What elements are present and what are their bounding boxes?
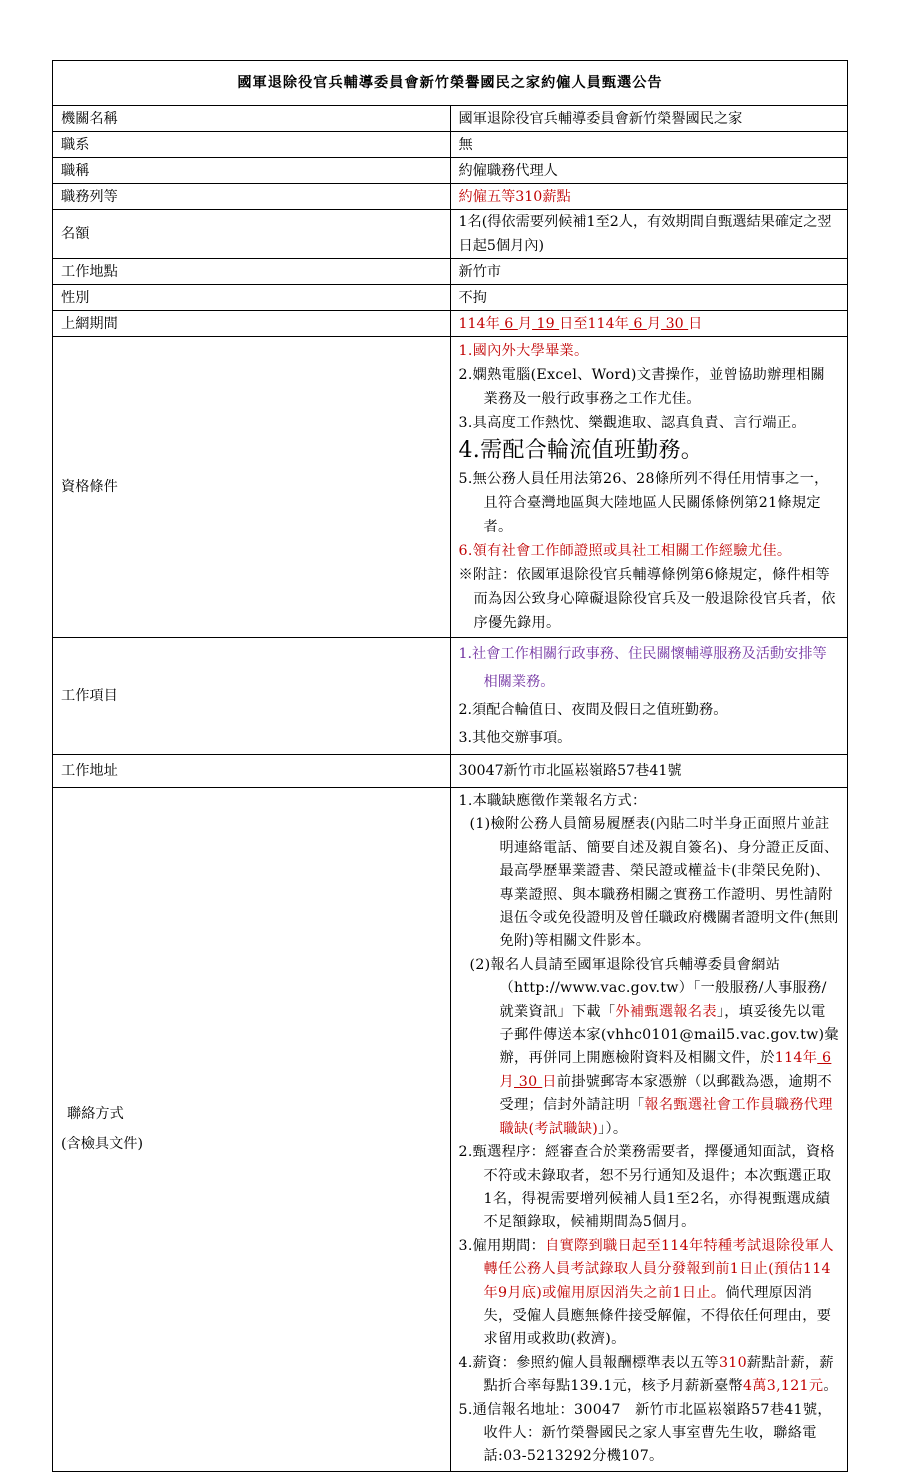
envelope-marking: 報名甄選社會工作員職務代理職缺(考試職缺) (499, 1097, 833, 1137)
monthly-salary: 4萬3,121元 (742, 1378, 824, 1395)
qualification-item: 1.國內外大學畢業。 (458, 343, 589, 359)
contact-text: 。 (823, 1378, 838, 1395)
posting-text: 年 (614, 315, 629, 332)
row-location (53, 259, 848, 285)
announcement-sheet (52, 60, 848, 1472)
contact-text: (2)報名人員請至國軍退除役官兵輔導委員會網站（http://www.vac.gov.tw）「一般服務/人事服務/就業資訊」下載「 (469, 956, 827, 1020)
qualification-item: 6.領有社會工作師證照或具社工相關工作經驗尤佳。 (458, 543, 792, 559)
contact-content (459, 788, 840, 1471)
row-address (53, 755, 848, 788)
value-posting-period (450, 311, 848, 337)
row-posting-period (53, 311, 848, 337)
value-series: 無 (450, 132, 848, 158)
qualifications-list (459, 337, 840, 637)
label-address: 工作地址 (53, 755, 451, 788)
posting-text: 日至 (559, 315, 588, 332)
label-contact (53, 788, 451, 1472)
value-position: 約僱職務代理人 (450, 158, 848, 184)
posting-end-month: 6 (628, 315, 647, 332)
row-contact (53, 788, 848, 1472)
label-series: 職系 (53, 132, 451, 158)
row-position (53, 158, 848, 184)
qualifications-cell (450, 337, 848, 638)
label-position: 職稱 (53, 158, 451, 184)
label-quota: 名額 (53, 210, 451, 259)
salary (459, 1352, 840, 1399)
contact-text: 4.薪資：參照約僱人員報酬標準表以五等 (458, 1354, 719, 1371)
duty-item: 2.須配合輪值日、夜間及假日之值班勤務。 (458, 702, 728, 718)
application-form-name: 外補甄選報名表 (615, 1003, 717, 1020)
document-title: 國軍退除役官兵輔導委員會新竹榮譽國民之家約僱人員甄選公告 (53, 61, 848, 106)
deadline-year: 114年 (774, 1050, 818, 1067)
label-qualifications: 資格條件 (53, 337, 451, 638)
row-agency (53, 106, 848, 132)
employment-period-detail: 自實際到職日起至114年特種考試退除役軍人轉任公務人員考試錄取人員分發報到前1日止(預估114年9月底)或僱用原因消失之前1日止。 (483, 1237, 834, 1301)
duties-cell (450, 638, 848, 755)
value-agency: 國軍退除役官兵輔導委員會新竹榮譽國民之家 (450, 106, 848, 132)
posting-text: 月 (517, 315, 533, 332)
contact-text: 倘代理原因消失，受僱人員應無條件接受解僱，不得依任何理由，要求留用或救助(救濟)。 (483, 1284, 832, 1348)
label-duties: 工作項目 (53, 638, 451, 755)
announcement-table (52, 60, 848, 1472)
contact-text: 3.僱用期間： (458, 1237, 546, 1254)
deadline-month: 6 (817, 1050, 832, 1067)
qualification-item: 2.嫻熟電腦(Excel、Word)文書操作，並曾協助辦理相關業務及一般行政事務之工作尤佳。 (458, 367, 826, 407)
employment-period (459, 1235, 840, 1352)
contact-method-documents: (1)檢附公務人員簡易履歷表(內貼二吋半身正面照片並註明連絡電話、簡要自述及親自簽名)、身分證正反面、最高學歷畢業證書、榮民證或權益卡(非榮民免附)、專業證照、與本職務相關之實務工作證明、男性請附退伍令或免役證明及曾任職政府機關者證明文件(無則免附)等相關文件影本。 (469, 816, 839, 950)
posting-start-day: 19 (532, 315, 560, 332)
salary-points: 310 (718, 1354, 747, 1371)
qualification-item: 3.具高度工作熱忱、樂觀進取、認真負責、言行端正。 (458, 415, 806, 431)
posting-text: 日 (688, 315, 703, 332)
contact-text: 前掛號郵寄本家憑辦（以郵戳為憑，逾期不受理；信封外請註明「 (499, 1073, 833, 1114)
mailing-address: 5.通信報名地址：30047 新竹市北區崧嶺路57巷41號，收件人：新竹榮譽國民之家人事室曹先生收，聯絡電話:03-5213292分機107。 (458, 1401, 832, 1465)
value-location: 新竹市 (450, 259, 848, 285)
deadline-day: 30 (514, 1073, 543, 1090)
duty-item: 3.其他交辦事項。 (458, 730, 572, 746)
posting-text: 月 (646, 315, 662, 332)
selection-procedure: 2.甄選程序：經審查合於業務需要者，擇優通知面試，資格不符或未錄取者，恕不另行通知及退件；本次甄選正取1名，得視需要增列候補人員1至2名，亦得視甄選成績不足額錄取，候補期間為5個月。 (458, 1144, 835, 1231)
label-location: 工作地點 (53, 259, 451, 285)
row-duties (53, 638, 848, 755)
row-rank (53, 184, 848, 210)
value-rank: 約僱五等310薪點 (450, 184, 848, 210)
title-row (53, 61, 848, 106)
contact-text: 」，填妥後先以電子郵件傳送本家(vhhc0101@mail5.vac.gov.tw)彙辦，再併同上開應檢附資料及相關文件，於 (499, 1003, 839, 1067)
posting-start-year: 114 (458, 315, 486, 332)
qualification-note: ※附註：依國軍退除役官兵輔導條例第6條規定，條件相等而為因公致身心障礙退除役官兵及一般退除役官兵者，依序優先錄用。 (458, 567, 836, 631)
value-gender: 不拘 (450, 285, 848, 311)
contact-method-heading: 1.本職缺應徵作業報名方式： (458, 793, 647, 809)
contact-text: 薪點計薪，薪點折合率每點139.1元，核予月薪新臺幣 (483, 1354, 834, 1395)
label-rank: 職務列等 (53, 184, 451, 210)
row-qualifications (53, 337, 848, 638)
qualification-item-highlight: 4.需配合輪流值班勤務。 (458, 438, 704, 463)
deadline-text: 日 (542, 1073, 557, 1090)
label-gender: 性別 (53, 285, 451, 311)
duty-item: 1.社會工作相關行政事務、住民關懷輔導服務及活動安排等相關業務。 (458, 646, 827, 690)
label-posting-period: 上網期間 (53, 311, 451, 337)
row-quota (53, 210, 848, 259)
value-address: 30047新竹市北區崧嶺路57巷41號 (450, 755, 848, 788)
contact-method-online (459, 954, 840, 1141)
contact-label-line2: (含檢具文件) (61, 1136, 144, 1153)
contact-label-line1: 聯絡方式 (67, 1106, 124, 1123)
contact-text: 」）。 (598, 1120, 628, 1137)
posting-end-day: 30 (661, 315, 689, 332)
posting-end-year: 114 (587, 315, 615, 332)
contact-cell (450, 788, 848, 1472)
duties-list (459, 638, 840, 754)
row-series (53, 132, 848, 158)
deadline-text: 月 (499, 1073, 514, 1090)
posting-text: 年 (485, 315, 500, 332)
value-quota: 1名(得依需要列候補1至2人，有效期間自甄選結果確定之翌日起5個月內) (450, 210, 848, 259)
posting-start-month: 6 (499, 315, 518, 332)
qualification-item: 5.無公務人員任用法第26、28條所列不得任用情事之一，且符合臺灣地區與大陸地區人民關係條例第21條規定者。 (458, 471, 829, 535)
row-gender (53, 285, 848, 311)
label-agency: 機關名稱 (53, 106, 451, 132)
